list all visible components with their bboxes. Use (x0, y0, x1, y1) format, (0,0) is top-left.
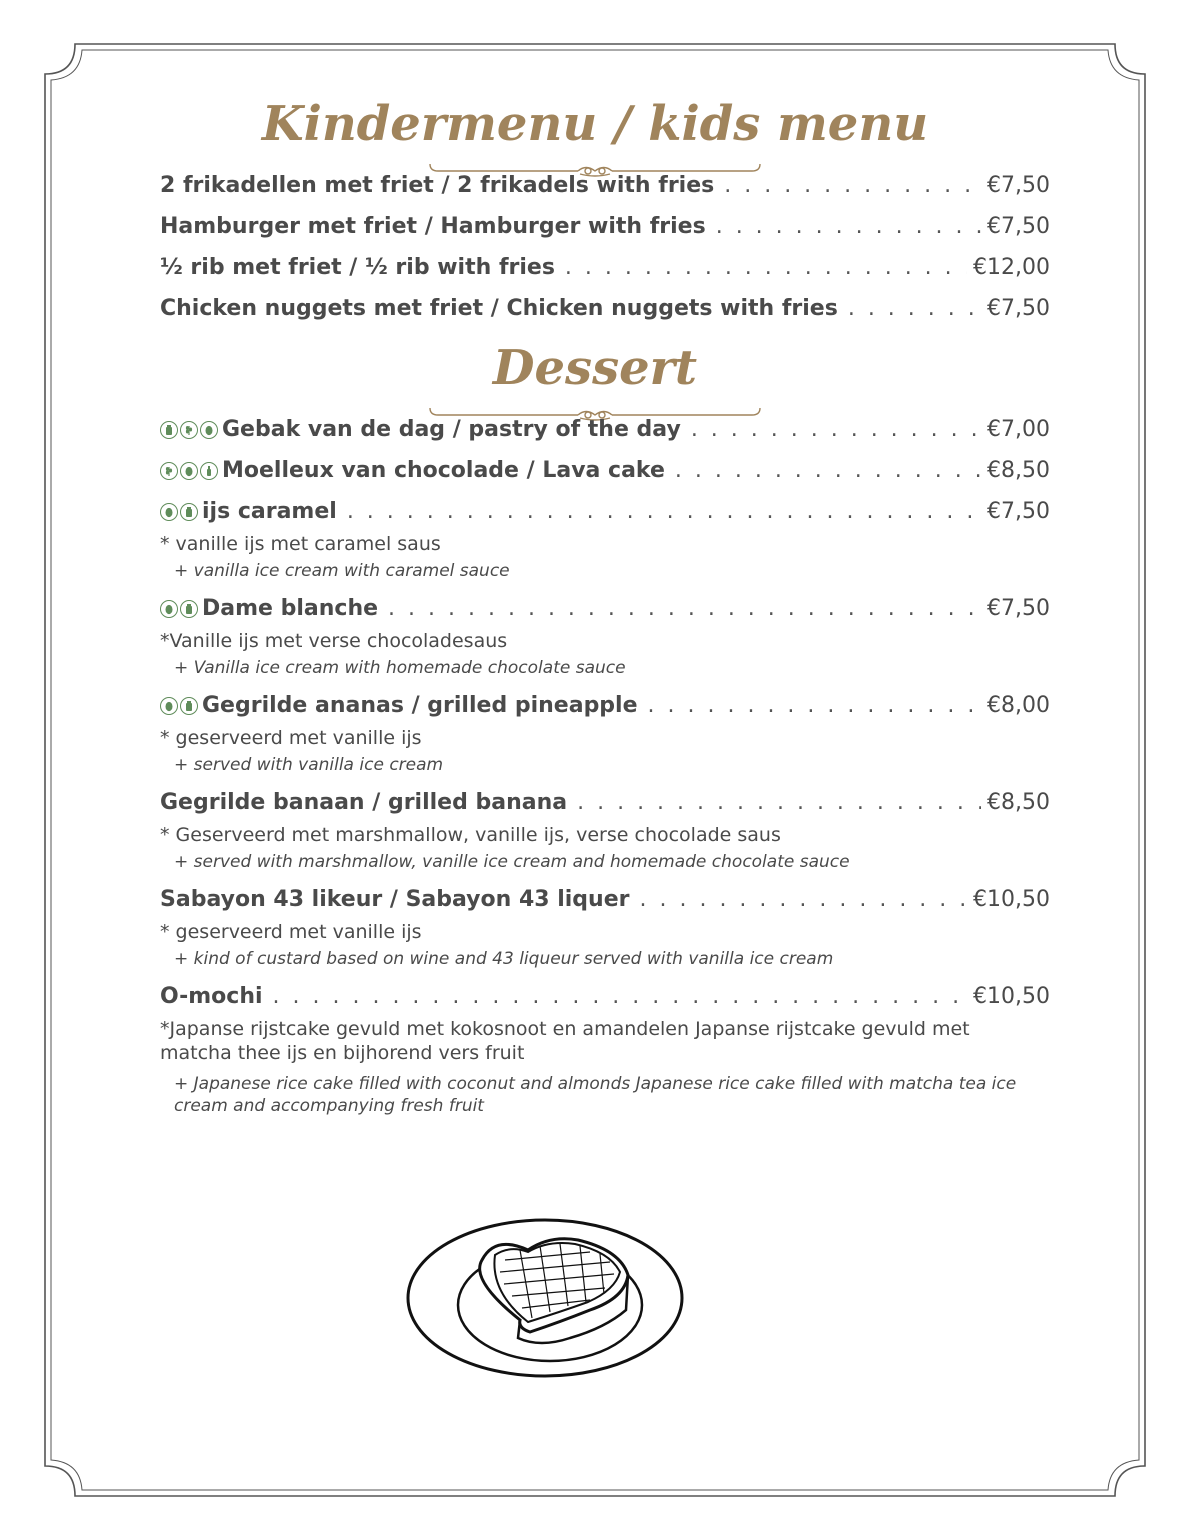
item-description-nl: * Geserveerd met marshmallow, vanille ijs, verse chocolade saus (160, 824, 781, 846)
soy-icon (200, 462, 218, 480)
item-price: €10,50 (973, 887, 1050, 912)
menu-item (160, 595, 1050, 623)
allergen-icons (160, 697, 198, 715)
item-price: €7,00 (987, 417, 1050, 442)
item-description-nl: * vanille ijs met caramel saus (160, 533, 441, 555)
item-name: Chicken nuggets met friet / Chicken nuggets with fries (160, 296, 838, 321)
leader-dots (716, 213, 981, 241)
item-name: O-mochi (160, 984, 263, 1009)
item-price: €8,50 (987, 458, 1050, 483)
item-description-en: + kind of custard based on wine and 43 liqueur served with vanilla ice cream (174, 949, 834, 969)
item-name: Gebak van de dag / pastry of the day (222, 417, 681, 442)
item-price: €8,00 (987, 693, 1050, 718)
menu-item (160, 457, 1050, 485)
allergen-icons (160, 462, 218, 480)
allergen-icons (160, 503, 198, 521)
milk-icon (180, 503, 198, 521)
leader-dots (577, 789, 981, 817)
leader-dots (724, 172, 981, 200)
menu-item (160, 789, 1050, 817)
kids-menu-title: Kindermenu / kids menu (261, 96, 929, 152)
item-name: ½ rib met friet / ½ rib with fries (160, 255, 555, 280)
menu-item (160, 498, 1050, 526)
leader-dots (273, 983, 967, 1011)
menu-item (160, 295, 1050, 323)
item-description-en: + Vanilla ice cream with homemade chocolate sauce (174, 658, 626, 678)
menu-item (160, 172, 1050, 200)
leader-dots (388, 595, 981, 623)
milk-icon (180, 697, 198, 715)
item-description-en: + Japanese rice cake filled with coconut and almonds Japanese rice cake filled with matcha tea ice cream and accompanying fresh fruit (174, 1074, 1017, 1116)
item-description-en: + served with marshmallow, vanille ice cream and homemade chocolate sauce (174, 852, 850, 872)
item-price: €8,50 (987, 790, 1050, 815)
item-price: €7,50 (987, 296, 1050, 321)
heart-cake-plate-illustration (400, 1210, 700, 1380)
item-description-nl: *Japanse rijstcake gevuld met kokosnoot en amandelen Japanse rijstcake gevuld met matcha thee ijs en bijhorend vers fruit (160, 1018, 970, 1064)
egg-icon (160, 503, 178, 521)
leader-dots (675, 457, 981, 485)
item-description-en: + vanilla ice cream with caramel sauce (174, 561, 510, 581)
egg-icon (180, 462, 198, 480)
item-name: Hamburger met friet / Hamburger with fries (160, 214, 706, 239)
menu-item (160, 692, 1050, 720)
item-price: €7,50 (987, 173, 1050, 198)
item-description-nl: * geserveerd met vanille ijs (160, 727, 422, 749)
egg-icon (200, 421, 218, 439)
item-price: €7,50 (987, 499, 1050, 524)
leader-dots (691, 416, 981, 444)
leader-dots (565, 254, 967, 282)
gluten-icon (180, 421, 198, 439)
menu-item (160, 983, 1050, 1011)
leader-dots (640, 886, 968, 914)
item-description-en: + served with vanilla ice cream (174, 755, 444, 775)
item-price: €7,50 (987, 596, 1050, 621)
item-price: €10,50 (973, 984, 1050, 1009)
item-name: Gegrilde banaan / grilled banana (160, 790, 568, 815)
milk-icon (160, 421, 178, 439)
dessert-title: Dessert (492, 340, 698, 396)
milk-icon (180, 600, 198, 618)
item-name: ijs caramel (202, 499, 337, 524)
allergen-icons (160, 600, 198, 618)
gluten-icon (160, 462, 178, 480)
item-name: Moelleux van chocolade / Lava cake (222, 458, 665, 483)
leader-dots (648, 692, 981, 720)
leader-dots (347, 498, 981, 526)
item-name: Dame blanche (202, 596, 379, 621)
item-name: Sabayon 43 likeur / Sabayon 43 liquer (160, 887, 630, 912)
item-description-nl: *Vanille ijs met verse chocoladesaus (160, 630, 508, 652)
item-description-nl: * geserveerd met vanille ijs (160, 921, 422, 943)
allergen-icons (160, 421, 218, 439)
item-name: Gegrilde ananas / grilled pineapple (202, 693, 638, 718)
item-price: €12,00 (973, 255, 1050, 280)
leader-dots (848, 295, 981, 323)
menu-item (160, 254, 1050, 282)
item-price: €7,50 (987, 214, 1050, 239)
item-name: 2 frikadellen met friet / 2 frikadels with fries (160, 173, 715, 198)
menu-item (160, 886, 1050, 914)
egg-icon (160, 697, 178, 715)
menu-item (160, 213, 1050, 241)
egg-icon (160, 600, 178, 618)
menu-item (160, 416, 1050, 444)
